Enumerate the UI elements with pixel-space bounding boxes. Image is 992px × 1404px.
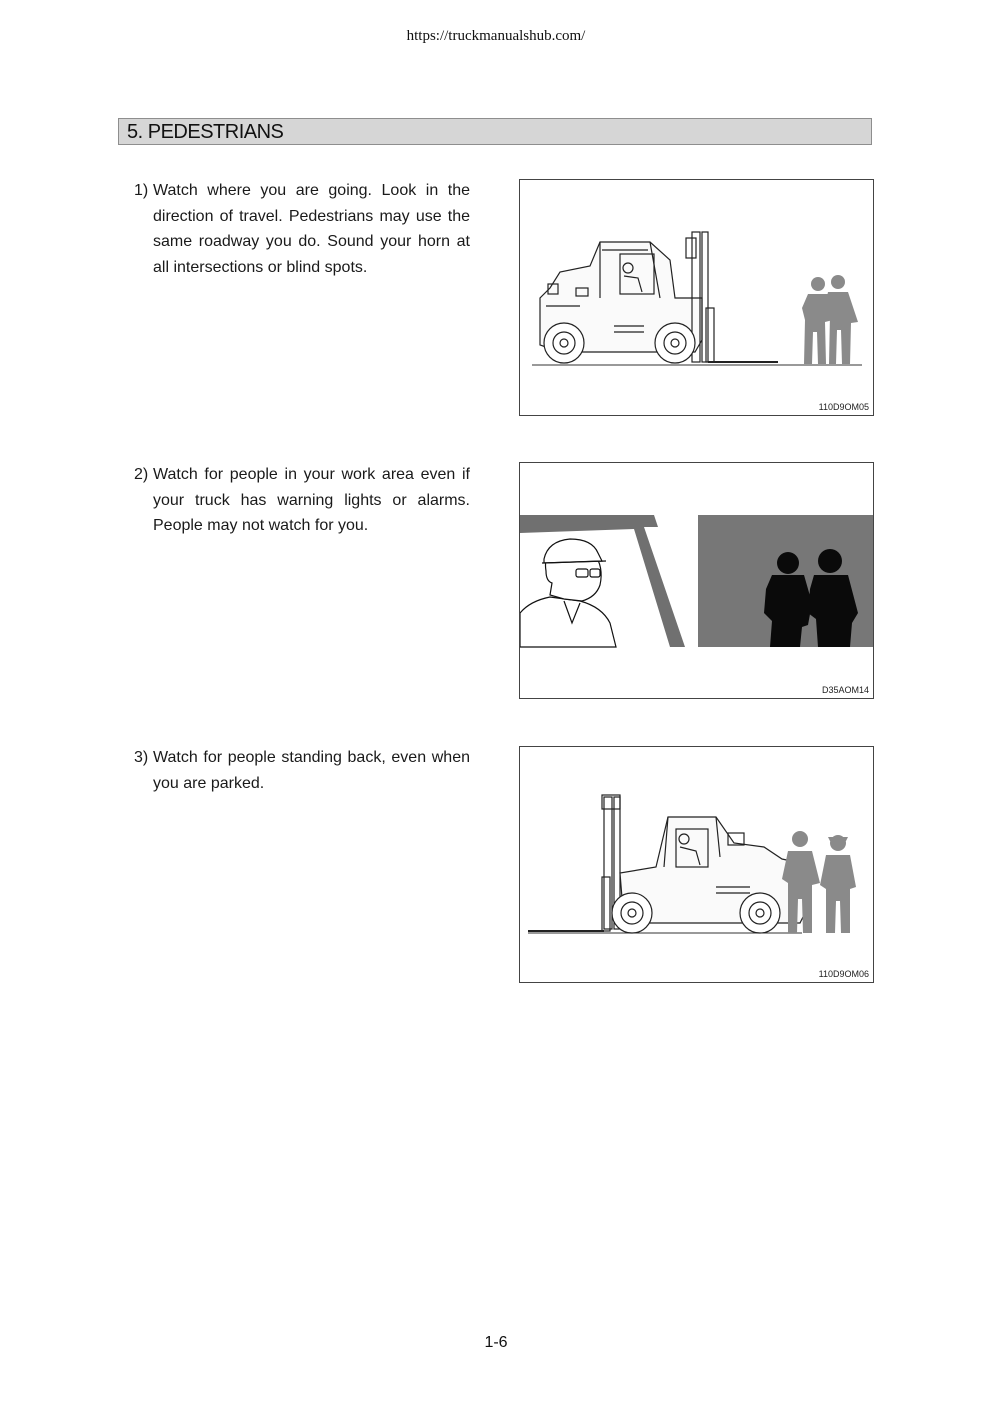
figure-operator-watching-people	[519, 462, 874, 699]
figure-forklift-pedestrians-front	[519, 179, 874, 416]
figure-code: 110D9OM06	[818, 969, 869, 979]
forklift-illustration-2	[520, 747, 874, 983]
item-text: Watch where you are going. Look in the direction of travel. Pedestrians may use the same roadway you do. Sound your horn at all intersections or blind spots.	[153, 182, 470, 276]
figure-forklift-pedestrians-rear	[519, 746, 874, 983]
item-number: 2)	[134, 466, 149, 483]
item-text: Watch for people standing back, even when you are parked.	[153, 749, 470, 792]
operator-illustration	[520, 463, 874, 699]
section-title: 5. PEDESTRIANS	[118, 118, 872, 145]
item-number: 1)	[134, 182, 149, 199]
item-text: Watch for people in your work area even if your truck has warning lights or alarms. People may not watch for you.	[153, 466, 470, 534]
instruction-item-3	[134, 745, 470, 796]
forklift-illustration-1	[520, 180, 874, 416]
page-number: 1-6	[484, 1334, 508, 1351]
instruction-item-1	[134, 178, 470, 280]
item-number: 3)	[134, 749, 149, 766]
figure-code: 110D9OM05	[818, 402, 869, 412]
instruction-item-2	[134, 462, 470, 539]
source-url: https://truckmanualshub.com/	[406, 28, 586, 44]
figure-code: D35AOM14	[821, 685, 869, 695]
